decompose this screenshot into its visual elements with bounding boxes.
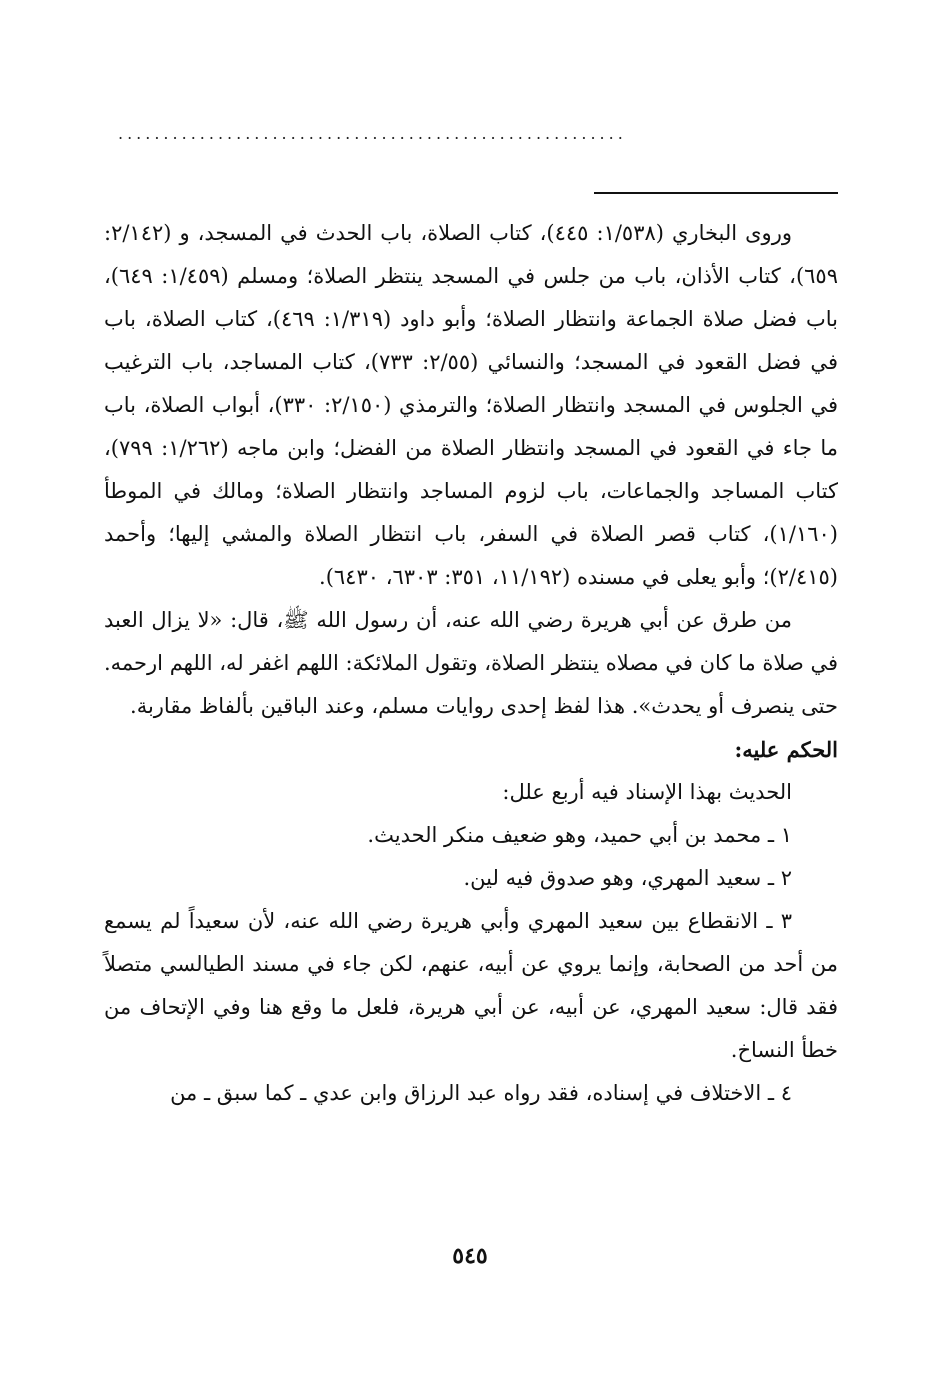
ruling-heading: الحكم عليه:	[734, 737, 838, 762]
defect-item-3: ٣ ـ الانقطاع بين سعيد المهري وأبي هريرة رضي الله عنه، لأن سعيداً لم يسمع من أحد من الصحابة، وإنما يروي عن أبيه، عنهم، لكن جاء في مسند الطيالسي متصلاً فقد قال: سعيد المهري، عن أبيه، عن أبي هريرة، فلعل ما وقع هنا وفي الإتحاف من خطأ النساخ.	[104, 909, 838, 1062]
defects-intro: الحديث بهذا الإسناد فيه أربع علل:	[502, 780, 792, 804]
dotted-separator: ........................................................	[118, 124, 627, 143]
defect-item-1: ١ ـ محمد بن أبي حميد، وهو ضعيف منكر الحديث.	[367, 823, 792, 847]
defect-item-2: ٢ ـ سعيد المهري، وهو صدوق فيه لين.	[463, 866, 792, 890]
footnote-rule	[594, 192, 838, 194]
page-number: ٥٤٥	[452, 1243, 488, 1269]
hadith-paragraph: من طرق عن أبي هريرة رضي الله عنه، أن رسول الله ﷺ، قال: «لا يزال العبد في صلاة ما كان في مصلاه ينتظر الصلاة، وتقول الملائكة: اللهم اغفر له، اللهم ارحمه. حتى ينصرف أو يحدث». هذا لفظ إحدى روايات مسلم، وعند الباقين بألفاظ مقاربة.	[103, 608, 838, 718]
references-paragraph: وروى البخاري (١/٥٣٨: ٤٤٥)، كتاب الصلاة، باب الحدث في المسجد، و (٢/١٤٢: ٦٥٩)، كتاب الأذان، باب من جلس في المسجد ينتظر الصلاة؛ ومسلم (١/٤٥٩: ٦٤٩)، باب فضل صلاة الجماعة وانتظار الصلاة؛ وأبو داود (١/٣١٩: ٤٦٩)، كتاب الصلاة، باب في فضل القعود في المسجد؛ والنسائي (٢/٥٥: ٧٣٣)، كتاب المساجد، باب الترغيب في الجلوس في المسجد وانتظار الصلاة؛ والترمذي (٢/١٥٠: ٣٣٠)، أبواب الصلاة، باب ما جاء في القعود في المسجد وانتظار الصلاة من الفضل؛ وابن ماجه (١/٢٦٢: ٧٩٩)، كتاب المساجد والجماعات، باب لزوم المساجد وانتظار الصلاة؛ ومالك في الموطأ (١/١٦٠)، كتاب قصر الصلاة في السفر، باب انتظار الصلاة والمشي إليها؛ وأحمد (٢/٤١٥)؛ وأبو يعلى في مسنده (١١/١٩٢، ٣٥١: ٦٣٠٣، ٦٤٣٠).	[104, 221, 838, 589]
defect-item-4: ٤ ـ الاختلاف في إسناده، فقد رواه عبد الرزاق وابن عدي ـ كما سبق ـ من	[170, 1081, 792, 1105]
page-text	[104, 212, 838, 1115]
